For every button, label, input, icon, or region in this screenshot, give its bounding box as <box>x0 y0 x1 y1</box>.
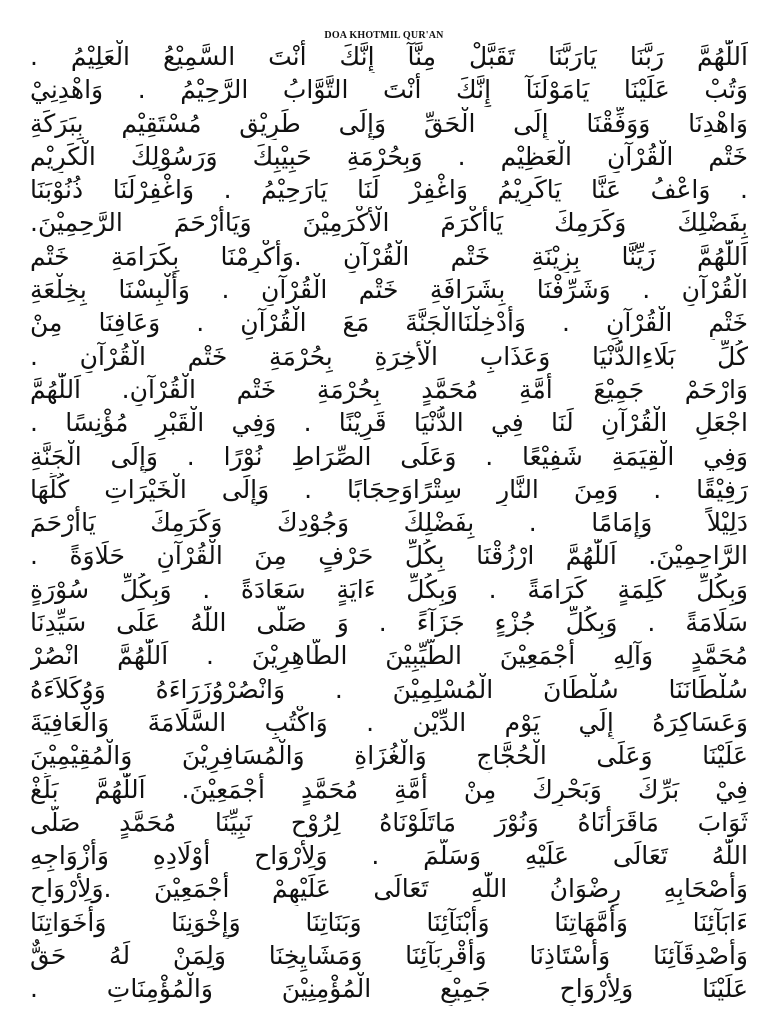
prayer-line: الْقُرْآنِ . وَشَرِّفْنَا بِشَرَافَةِ خَتْمِ الْقُرْآنِ . وَأَلْبِسْنَا بِخِلْعَةِ <box>30 275 748 305</box>
prayer-line: سُلْطَانَنَا سُلْطَانَ الْمُسْلِمِيْنَ . وَانْصُرْوُزَرَاءَهُ وَوُكَلاَءَهُ <box>30 674 748 704</box>
prayer-line: دَلِيْلاً وَإِمَامًا . بِفَضْلِكَ وَجُوْدِكَ وَكَرَمِكَ يَاأَرْحَمَ <box>30 508 748 538</box>
prayer-line: الرَّاحِمِيْنَ. اَللّٰهُمَّ ارْزُقْنَا بِكُلِّ حَرْفٍ مِنَ الْقُرْآنِ حَلَاوَةً . <box>30 541 748 571</box>
prayer-line: عَلَيْنَا وَلِأَرْوَاحِ جَمِيْعِ الْمُؤْمِنِيْنَ وَالْمُؤْمِنَاتِ . <box>30 974 748 1004</box>
prayer-line: وَاهْدِنَا وَوَفِّقْنَا إِلَى الْحَقِّ وَإِلَى طَرِيْقٍ مُسْتَقِيْمٍ بِبَرَكَةِ <box>30 108 748 138</box>
prayer-text-block <box>30 40 748 1006</box>
prayer-line: وَبِكُلِّ كَلِمَةٍ كَرَامَةً . وَبِكُلِّ ءَايَةٍ سَعَادَةً . وَبِكُلِّ سُوْرَةٍ <box>30 574 748 604</box>
prayer-line: وَعَسَاكِرَهُ إِلَي يَوْمِ الدِّيْنِ . وَاكْتُبِ السَّلَامَةَ وَالْعَافِيَةَ <box>30 707 748 737</box>
prayer-line: بِفَضْلِكَ وَكَرَمِكَ يَاأَكْرَمَ الْأَكْرَمِيْنَ وَيَاأَرْحَمَ الرَّحِمِيْنَ. <box>30 208 748 238</box>
prayer-line: وَارْحَمْ جَمِيْعَ أُمَّةِ مُحَمَّدٍ بِحُرْمَةِ خَتْمِ الْقُرْآنِ. اَللّٰهُمَّ <box>30 374 748 404</box>
prayer-line: ثَوَابَ مَاقَرَأْنَاهُ وَنُوْرَ مَاتَلَوْنَاهُ لِرُوْحِ نَبِيِّنَا مُحَمَّدٍ صَلَّى <box>30 807 748 837</box>
prayer-line: مُحَمَّدٍ وَآلِهِ أَجْمَعِيْنَ الطَّيِّبِيْنَ الطَّاهِرِيْنَ . اَللّٰهُمَّ انْصُرْ <box>30 641 748 671</box>
prayer-line: اجْعَلِ الْقُرْآنِ لَنَا فِي الدُّنْيَا قَرِيْنًا . وَفِي الْقَبْرِ مُؤْنِسًا . <box>30 408 748 438</box>
prayer-line: وَأَصْدِقَآئِنَا وَأَسْتَاذِنَا وَأَقْرِبَآئِنَا وَمَشَايِخِنَا وَلِمَنْ لَهُ حَقٌّ <box>30 941 748 971</box>
prayer-line: فِيْ بَرِّكَ وَبَحْرِكَ مِنْ أُمَّةِ مُحَمَّدٍ أَجْمَعِيْنَ. اَللّٰهُمَّ بَلِّغْ <box>30 774 748 804</box>
prayer-line: وَأَصْحَابِهِ رِضْوَانُ اللّٰهِ تَعَالَى عَلَيْهِمْ أَجْمَعِيْنَ .وَلِأَرْوَاحِ <box>30 874 748 904</box>
prayer-line: كُلِّ بَلَاءِالدُّنْيَا وَعَذَابِ الْأَخِرَةِ بِحُرْمَةِ خَتْمِ الْقُرْآنِ . <box>30 341 748 371</box>
prayer-line: وَفِي الْقِيَمَةِ شَفِيْعًا . وَعَلَى الصِّرَاطِ نُوْرًا . وَإِلَى الْجَنَّةِ <box>30 441 748 471</box>
prayer-line: سَلَامَةً . وَبِكُلِّ جُزْءٍ جَزَآءً . وَ صَلَّى اللّٰهُ عَلَى سَيِّدِنَا <box>30 608 748 638</box>
prayer-line: عَلَيْنَا وَعَلَى الْحُجَّاجِ وَالْغُزَاةِ وَالْمُسَافِرِيْنَ وَالْمُقِيْمِيْنَ <box>30 741 748 771</box>
prayer-line: رَفِيْقًا . وَمِنَ النَّارِ سِتْرًاوَحِجَابًا . وَإِلَى الْخَيْرَاتِ كُلِّهَا <box>30 474 748 504</box>
document-title: DOA KHOTMIL QUR'AN <box>324 30 444 41</box>
prayer-line: اَللّٰهُمَّ زَيِّنَّا بِزِيْنَةِ خَتْمِ الْقُرْآنِ .وَأَكْرِمْنَا بِكَرَامَةِ خَتْمِ <box>30 241 748 271</box>
prayer-line: خَتْمِ الْقُرْآنِ . وَأَدْخِلْنَاالْجَنَّةَ مَعَ الْقُرْآنِ . وَعَافِنَا مِنْ <box>30 308 748 338</box>
prayer-line: خَتْمِ الْقُرْآنِ الْعَظِيْمِ . وَبِحُرْمَةِ حَبِيْبِكَ وَرَسُوْلِكَ الْكَرِيْمِ <box>30 141 748 171</box>
prayer-line: وَتُبْ عَلَيْنَا يَامَوْلَنَآ إِنَّكَ أَنْتَ التَّوَّابُ الرَّحِيْمُ . وَاهْدِنِيْ <box>30 75 748 105</box>
prayer-line: اَللّٰهُمَّ رَبَّنَا يَارَبَّنَا تَقَبَّلْ مِنَّآ إِنَّكَ أَنْتَ السَّمِيْعُ الْعَلِيْمُ . <box>30 42 748 71</box>
prayer-line: ءَابَآئِنَا وَأُمَّهَاتِنَا وَأَبْنَآئِنَا وَبَنَاتِنَا وَإِخْوَنِنَا وَأَخَوَاتِنَا <box>30 907 748 937</box>
prayer-line: . وَاعْفُ عَنَّا يَاكَرِيْمُ وَاغْفِرْ لَنَا يَارَحِيْمُ . وَاغْفِرْلَنَا ذُنُوْبَنَا <box>30 175 748 205</box>
prayer-line: اللّٰهُ تَعَالَى عَلَيْهِ وَسَلَّمَ . وَلِأَرْوَاحِ أَوْلَادِهِ وَأَزْوَاجِهِ <box>30 841 748 871</box>
